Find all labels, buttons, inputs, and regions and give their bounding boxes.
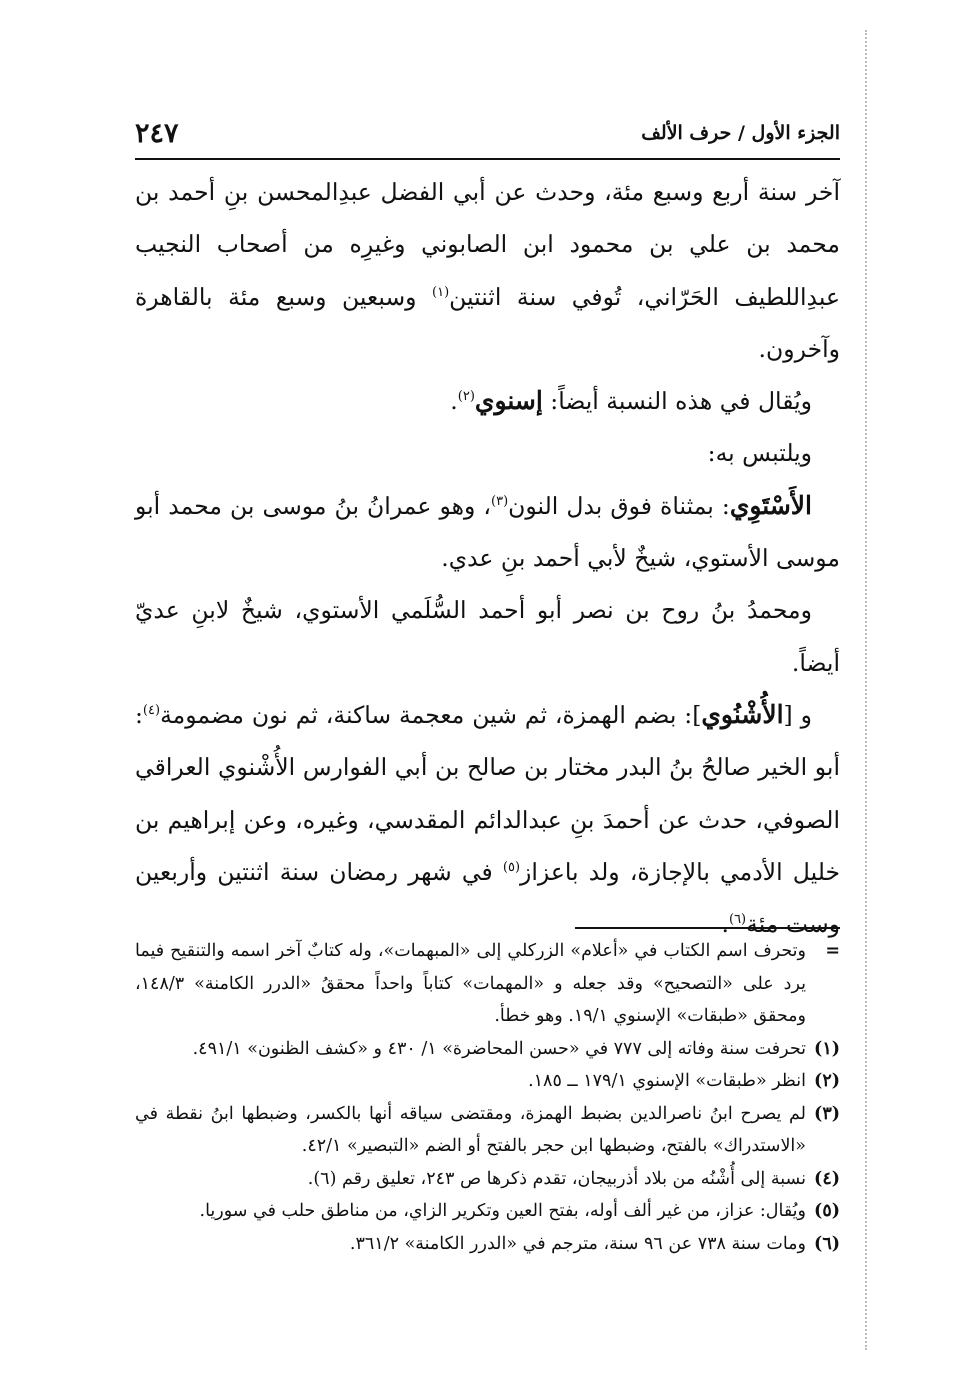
paragraph-text: . bbox=[450, 387, 458, 416]
footnote-ref: (٢) bbox=[457, 389, 475, 405]
footnote-marker: (٥) bbox=[814, 1201, 840, 1221]
footnote-4 bbox=[135, 1163, 840, 1196]
paragraph-text: ]: بضم الهمزة، ثم شين معجمة ساكنة، ثم نون مضمومة bbox=[160, 700, 702, 729]
footnote-continued bbox=[135, 935, 840, 1033]
footnote-text: نسبة إلى أُشْنُه من بلاد أذربيجان، تقدم ذكرها ص ٢٤٣، تعليق رقم (٦). bbox=[307, 1168, 806, 1189]
footnote-text: تحرفت سنة وفاته إلى ٧٧٧ في «حسن المحاضرة» ١/ ٤٣٠ و «كشف الظنون» ٤٩١/١. bbox=[192, 1038, 806, 1059]
paragraph-text: في شهر رمضان سنة اثنتين وأربعين وست مئة bbox=[135, 857, 840, 939]
binding-edge-line bbox=[865, 30, 867, 1350]
paragraph-text: ويلتبس به: bbox=[707, 439, 812, 468]
paragraph-text: . bbox=[721, 910, 729, 939]
paragraph-5 bbox=[135, 584, 840, 689]
page-number: ٢٤٧ bbox=[135, 118, 179, 149]
paragraph-text: ، وهو عمرانُ بنُ موسى بن محمد أبو موسى الأستوي، شيخٌ لأبي أحمد بنِ عدي. bbox=[135, 491, 840, 573]
paragraph-text: ويُقال في هذه النسبة أيضاً: bbox=[542, 387, 812, 416]
footnote-marker: (٤) bbox=[814, 1168, 840, 1189]
main-text bbox=[135, 166, 840, 950]
paragraph-6 bbox=[135, 689, 840, 950]
footnote-ref: (٦) bbox=[728, 912, 747, 928]
footnote-1 bbox=[135, 1033, 840, 1066]
footnote-ref: (٣) bbox=[491, 493, 509, 509]
footnote-marker: (١) bbox=[814, 1038, 840, 1059]
footnote-text: ويُقال: عزاز، من غير ألف أوله، بفتح العين وتكرير الزاي، من مناطق حلب في سوريا. bbox=[199, 1201, 806, 1221]
paragraph-text: ومحمدُ بنُ روح بن نصر أبو أحمد السُّلَمي الأستوي، شيخٌ لابنِ عديّ أيضاً. bbox=[135, 596, 840, 677]
footnote-text: لم يصرح ابنُ ناصرالدين بضبط الهمزة، ومقتضى سياقه أنها بالكسر، وضبطها ابنُ نقطة في «الاستدراك» بالفتح، وضبطها ابن حجر بالفتح أو الضم «التبصير» ٤٢/١. bbox=[135, 1103, 806, 1156]
paragraph-text: : بمثناة فوق بدل النون bbox=[508, 491, 730, 520]
footnote-ref: (٥) bbox=[502, 860, 521, 876]
paragraph-1 bbox=[135, 166, 840, 375]
paragraph-2 bbox=[135, 375, 840, 427]
footnote-marker: (٣) bbox=[814, 1103, 840, 1124]
paragraph-text: و [ bbox=[783, 700, 812, 729]
entry-term: إسنوي bbox=[474, 386, 543, 416]
footnote-ref: (١) bbox=[432, 284, 450, 300]
footnotes bbox=[135, 935, 840, 1260]
entry-term: الأُشْنُوي bbox=[701, 699, 784, 729]
footnote-3 bbox=[135, 1098, 840, 1163]
running-title: الجزء الأول / حرف الألف bbox=[641, 122, 840, 144]
entry-term: الأَسْتَوِي bbox=[729, 490, 812, 520]
footnote-5 bbox=[135, 1195, 840, 1228]
footnote-text: ومات سنة ٧٣٨ عن ٩٦ سنة، مترجم في «الدرر الكامنة» ٣٦١/٢. bbox=[349, 1233, 806, 1254]
page-header bbox=[135, 118, 840, 160]
footnote-6 bbox=[135, 1228, 840, 1261]
paragraph-text: وسبعين وسبع مئة بالقاهرة وآخرون. bbox=[135, 282, 840, 363]
paragraph-4 bbox=[135, 480, 840, 585]
paragraph-3 bbox=[135, 427, 840, 479]
footnote-marker: (٦) bbox=[814, 1233, 840, 1254]
footnote-text: وتحرف اسم الكتاب في «أعلام» الزركلي إلى «المبهمات»، وله كتابٌ آخر اسمه والتنقيح فيما يرد على «التصحيح» وقد جعله و «المهمات» كتاباً واحداً محققُ «الدرر الكامنة» ١٤٨/٣، ومحقق «طبقات» الإسنوي ١٩/١. وهو خطأ. bbox=[135, 941, 806, 1026]
footnote-2 bbox=[135, 1065, 840, 1098]
paragraph-text: آخر سنة أربع وسبع مئة، وحدث عن أبي الفضل عبدِالمحسن بنِ أحمد بن محمد بن علي بن محمود ابن الصابوني وغيرِه من أصحاب النجيب عبدِاللطيف الحَرّاني، تُوفي سنة اثنتين bbox=[135, 178, 840, 311]
footnote-text: انظر «طبقات» الإسنوي ١٧٩/١ ــ ١٨٥. bbox=[528, 1071, 806, 1091]
footnote-marker: = bbox=[825, 941, 840, 961]
footnote-marker: (٢) bbox=[814, 1071, 840, 1091]
footnote-ref: (٤) bbox=[142, 703, 161, 719]
paragraph-text: : أبو الخير صالحُ بنُ البدر مختار بن صالح بن أبي الفوارس الأُشْنوي العراقي الصوفي، حدث عن أحمدَ بنِ عبدالدائم المقدسي، وغيره، وعن إبراهيم بن خليل الأدمي بالإجازة، ولد باعزاز bbox=[135, 700, 841, 886]
footnote-separator bbox=[575, 927, 840, 929]
